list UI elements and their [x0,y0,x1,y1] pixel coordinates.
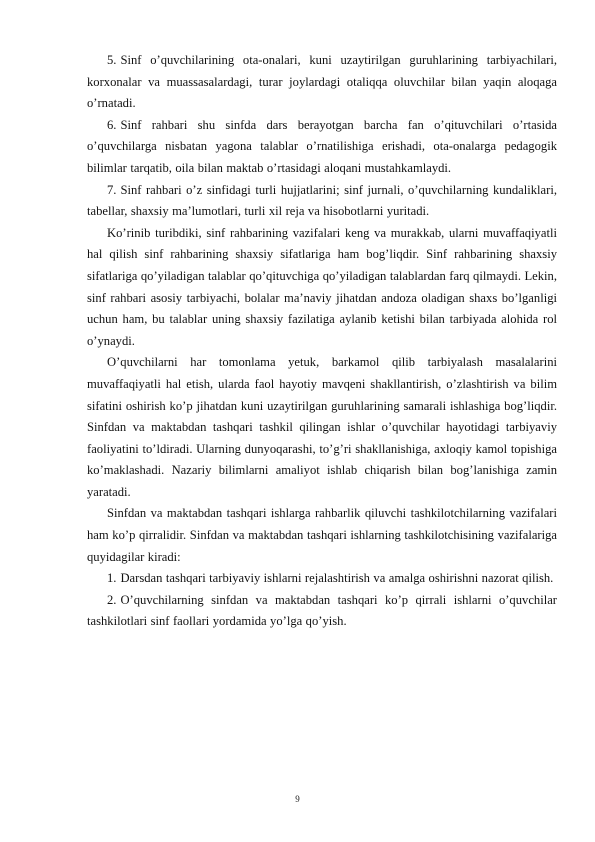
list-item-1 [87,568,557,590]
paragraph-text: Sinfdan va maktabdan tashqari ishlarga rahbarlik qiluvchi tashkilotchilarning vazifalari ham ko’p qirralidir. Sinfdan va maktabdan tashqari ishlarning tashkilotchisining vazifalariga quyidagilar kiradi: [87,506,557,564]
list-number: 7. [107,182,117,197]
paragraph-extracurricular [87,352,557,503]
document-body [87,50,557,633]
paragraph-text: Darsdan tashqari tarbiyaviy ishlarni rejalashtirish va amalga oshirishni nazorat qilish. [120,571,554,586]
list-number: 6. [107,117,117,132]
paragraph-teacher-qualities [87,223,557,353]
list-number: 2. [107,592,117,607]
list-item-5 [87,50,557,115]
page-number: 9 [295,794,300,804]
list-number: 1. [107,571,117,586]
paragraph-text: O’quvchilarning sinfdan va maktabdan tashqari ko’p qirrali ishlarni o’quvchilar tashkilotlari sinf faollari yordamida yo’lga qo’yish. [87,592,557,629]
list-item-7 [87,180,557,223]
paragraph-text: Sinf rahbari shu sinfda dars berayotgan barcha fan o’qituvchilari o’rtasida o’quvchilarga nisbatan yagona talablar o’rnatilishiga erishadi, ota-onalarga pedagogik bilimlar tarqatib, oila bilan maktab o’rtasidagi aloqani mustahkamlaydi. [87,117,557,175]
paragraph-organizer-duties [87,503,557,568]
list-item-2 [87,590,557,633]
paragraph-text: Sinf o’quvchilarining ota-onalari, kuni uzaytirilgan guruhlarining tarbiyachilari, korxonalar va muassasalardagi, turar joylardagi otaliqqa oluvchilar bilan yaqin aloqaga o’rnatadi. [87,53,557,111]
paragraph-text: Ko’rinib turibdiki, sinf rahbarining vazifalari keng va murakkab, ularni muvaffaqiyatli hal qilish sinf rahbarining shaxsiy sifatlariga ham bog’liqdir. Sinf rahbarining shaxsiy sifatlariga qo’yiladigan talablar qo’qituvchiga qo’yiladigan talablardan farq qilmaydi. Lekin, sinf rahbari asosiy tarbiyachi, bolalar ma’naviy jihatdan andoza oladigan shaxs bo’lganligi uchun ham, bu talablar uning shaxsiy fazilatiga aylanib ketishi bilan tarbiyada alohida rol o’ynaydi. [87,225,557,348]
list-number: 5. [107,53,117,67]
paragraph-text: O’quvchilarni har tomonlama yetuk, barkamol qilib tarbiyalash masalalarini muvaffaqiyatli hal etish, ularda faol hayotiy mavqeni shakllantirish, o’zlashtirish va bilim sifatini oshirish ko’p jihatdan kuni uzaytirilgan guruhlarining samarali ishlashiga bog’liqdir. Sinfdan va maktabdan tashqari tashkil qilingan ishlar o’quvchilar hayotidagi tarbiyaviy faoliyatini to’ldiradi. Ularning dunyoqarashi, to’g’ri shakllanishiga, axloqiy kamol topishiga ko’maklashadi. Nazariy bilimlarni amaliyot ishlab chiqarish bilan bog’lanishiga zamin yaratadi. [87,355,557,499]
list-item-6 [87,115,557,180]
paragraph-text: Sinf rahbari o’z sinfidagi turli hujjatlarini; sinf jurnali, o’quvchilarning kundaliklari, tabellar, shaxsiy ma’lumotlari, turli xil reja va hisobotlarni yuritadi. [87,182,557,219]
